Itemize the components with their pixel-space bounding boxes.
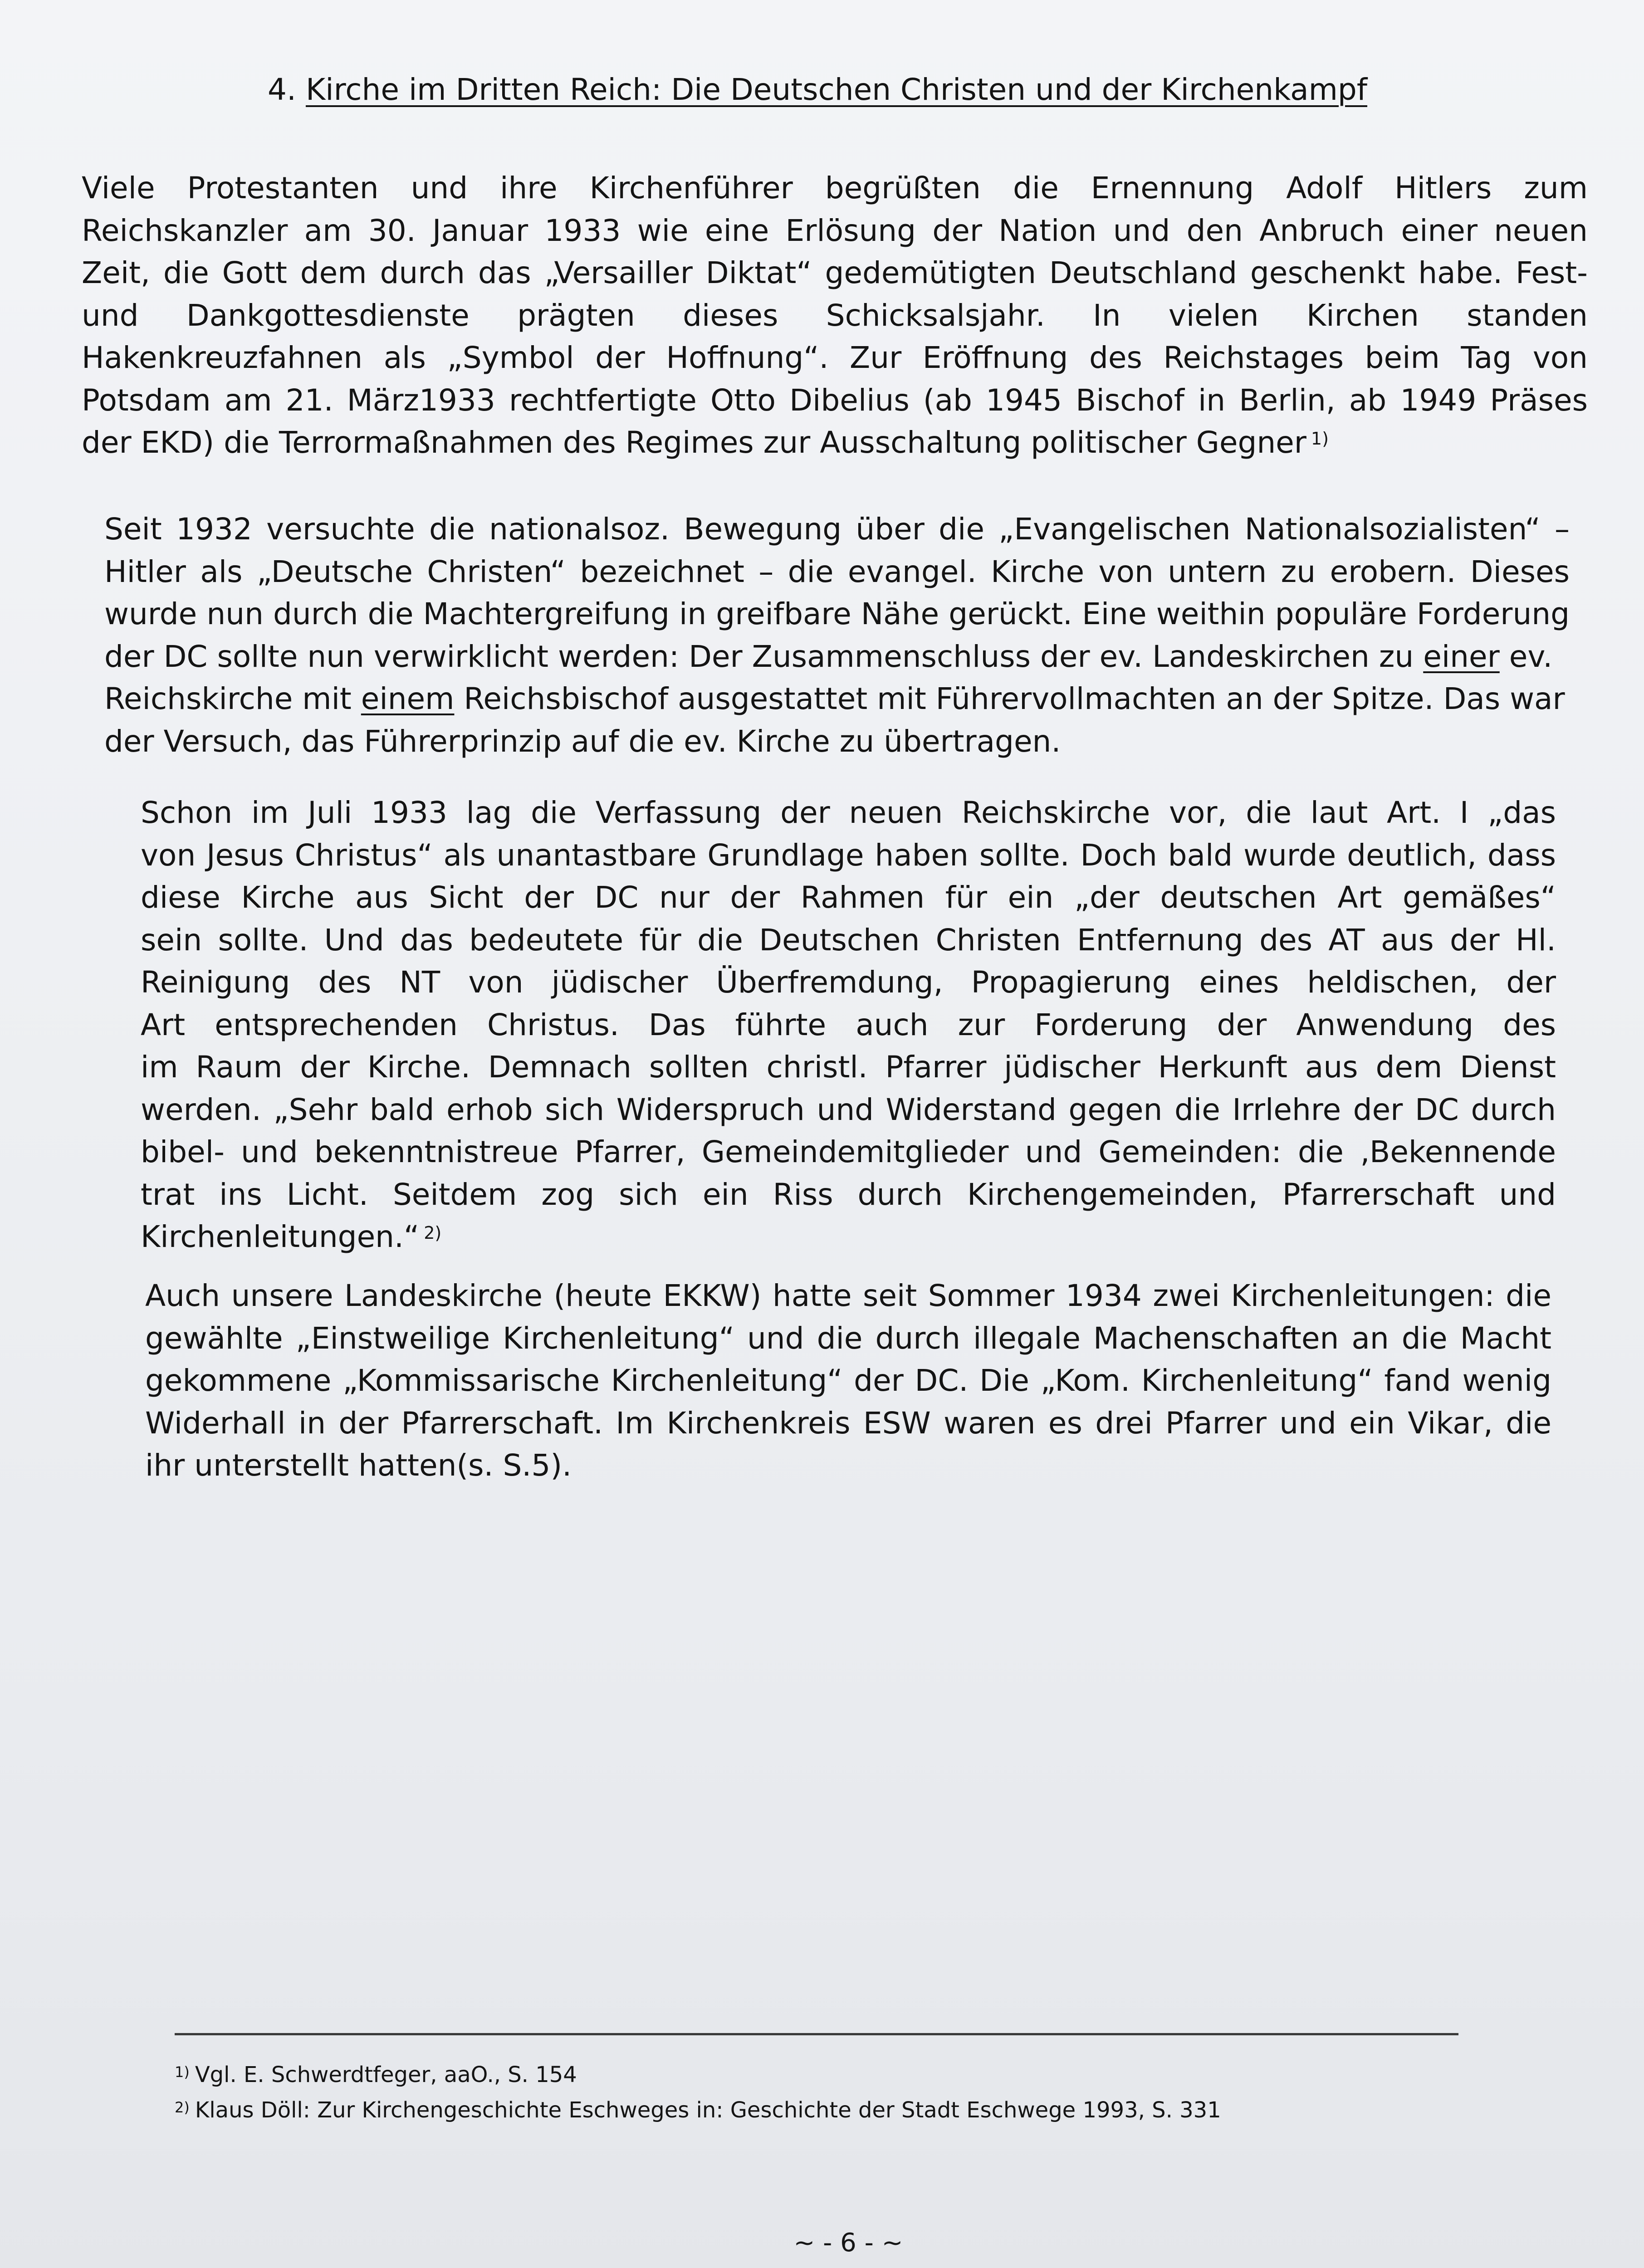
paragraph-line: bibel- und bekenntnistreue Pfarrer, Gemeindemitglieder und Gemeinden: die ‚Bekennende (141, 1134, 1556, 1169)
footnote-text: Klaus Döll: Zur Kirchengeschichte Eschweges in: Geschichte der Stadt Eschwege 1993, S. 331 (195, 2097, 1221, 2123)
paragraph-line: gewählte „Einstweilige Kirchenleitung“ und die durch illegale Machenschaften an die Macht (145, 1320, 1551, 1356)
underlined-word: einem (361, 681, 455, 716)
paragraph-line-text: der DC sollte nun verwirklicht werden: Der Zusammenschluss der ev. Landeskirchen zu (104, 639, 1424, 674)
paragraph-line-text: ev. (1499, 639, 1553, 674)
paragraph-line: Schon im Juli 1933 lag die Verfassung der neuen Reichskirche vor, die laut Art. I „das (141, 795, 1556, 830)
footnote-2 (175, 2092, 1490, 2128)
paragraph-line: trat ins Licht. Seitdem zog sich ein Riss durch Kirchengemeinden, Pfarrerschaft und (141, 1177, 1556, 1212)
paragraph-4 (145, 1275, 1551, 1487)
paragraph-line: Potsdam am 21. März1933 rechtfertigte Otto Dibelius (ab 1945 Bischof in Berlin, ab 1949 Präses (82, 382, 1588, 418)
footnote-reference: 2) (424, 1223, 442, 1243)
paragraph-line-with-underline (104, 678, 1570, 720)
paragraph-line: Seit 1932 versuchte die nationalsoz. Bewegung über die „Evangelischen Nationalsozialisten“ – (104, 512, 1570, 547)
paragraph-line: Hitler als „Deutsche Christen“ bezeichnet – die evangel. Kirche von untern zu erobern. Dieses (104, 554, 1570, 589)
paragraph-line: werden. „Sehr bald erhob sich Widerspruch und Widerstand gegen die Irrlehre der DC durch (141, 1092, 1556, 1127)
paragraph-line: Viele Protestanten und ihre Kirchenführer begrüßten die Ernennung Adolf Hitlers zum (82, 171, 1588, 205)
paragraph-line: Auch unsere Landeskirche (heute EKKW) hatte seit Sommer 1934 zwei Kirchenleitungen: die (145, 1278, 1551, 1313)
paragraph-1 (82, 167, 1588, 464)
paragraph-line: gekommene „Kommissarische Kirchenleitung“ der DC. Die „Kom. Kirchenleitung“ fand wenig (145, 1363, 1551, 1398)
footnote-1 (175, 2057, 1490, 2092)
footnote-reference: 1) (1311, 429, 1329, 449)
paragraph-line: Widerhall in der Pfarrerschaft. Im Kirchenkreis ESW waren es drei Pfarrer und ein Vikar, die (145, 1405, 1551, 1441)
footnote-divider (175, 2033, 1458, 2035)
underlined-word: einer (1423, 639, 1500, 674)
footnote-number: 2) (175, 2099, 190, 2116)
paragraph-line: von Jesus Christus“ als unantastbare Grundlage haben sollte. Doch bald wurde deutlich, dass (141, 837, 1556, 873)
paragraph-line: Reichskanzler am 30. Januar 1933 wie eine Erlösung der Nation und den Anbruch einer neuen (82, 213, 1588, 248)
paragraph-line: Art entsprechenden Christus. Das führte auch zur Forderung der Anwendung des (141, 1007, 1556, 1042)
paragraph-3 (141, 792, 1556, 1258)
page-number: ~ - 6 - ~ (793, 2228, 903, 2258)
paragraph-line: Hakenkreuzfahnen als „Symbol der Hoffnung“. Zur Eröffnung des Reichstages beim Tag von (82, 340, 1588, 375)
paragraph-line-text: Kirchenleitungen.“ (141, 1219, 420, 1254)
paragraph-line: im Raum der Kirche. Demnach sollten christl. Pfarrer jüdischer Herkunft aus dem Dienst (141, 1050, 1556, 1085)
paragraph-line-text: Reichskirche mit (104, 681, 361, 716)
section-number: 4. (268, 72, 296, 107)
footnote-text: Vgl. E. Schwerdtfeger, aaO., S. 154 (195, 2062, 577, 2087)
paragraph-line-text: der EKD) die Terrormaßnahmen des Regimes zur Ausschaltung politischer Gegner (82, 425, 1306, 460)
section-heading (268, 68, 1492, 112)
paragraph-line: diese Kirche aus Sicht der DC nur der Rahmen für ein „der deutschen Art gemäßes“ (141, 880, 1556, 915)
paragraph-line-text: Reichsbischof ausgestattet mit Führervollmachten an der Spitze. Das war (454, 681, 1565, 716)
paragraph-line-last (82, 421, 1588, 464)
paragraph-line: wurde nun durch die Machtergreifung in greifbare Nähe gerückt. Eine weithin populäre Forderung (104, 596, 1570, 631)
paragraph-line: sein sollte. Und das bedeutete für die Deutschen Christen Entfernung des AT aus der Hl. (141, 922, 1556, 958)
paragraph-line-last (141, 1216, 1556, 1258)
footnote-number: 1) (175, 2063, 190, 2081)
paragraph-line-last: ihr unterstellt hatten(s. S.5). (145, 1448, 572, 1483)
paragraph-line: und Dankgottesdienste prägten dieses Schicksalsjahr. In vielen Kirchen standen (82, 298, 1588, 333)
paragraph-line-with-underline (104, 635, 1570, 678)
footnotes (175, 2057, 1490, 2128)
paragraph-line-last: der Versuch, das Führerprinzip auf die ev. Kirche zu übertragen. (104, 723, 1061, 759)
paragraph-2 (104, 508, 1570, 763)
paragraph-line: Reinigung des NT von jüdischer Überfremdung, Propagierung eines heldischen, der (141, 965, 1556, 1000)
paragraph-line: Zeit, die Gott dem durch das „Versailler Diktat“ gedemütigten Deutschland geschenkt habe. Fest- (82, 255, 1588, 290)
section-title: Kirche im Dritten Reich: Die Deutschen Christen und der Kirchenkampf (305, 72, 1368, 107)
